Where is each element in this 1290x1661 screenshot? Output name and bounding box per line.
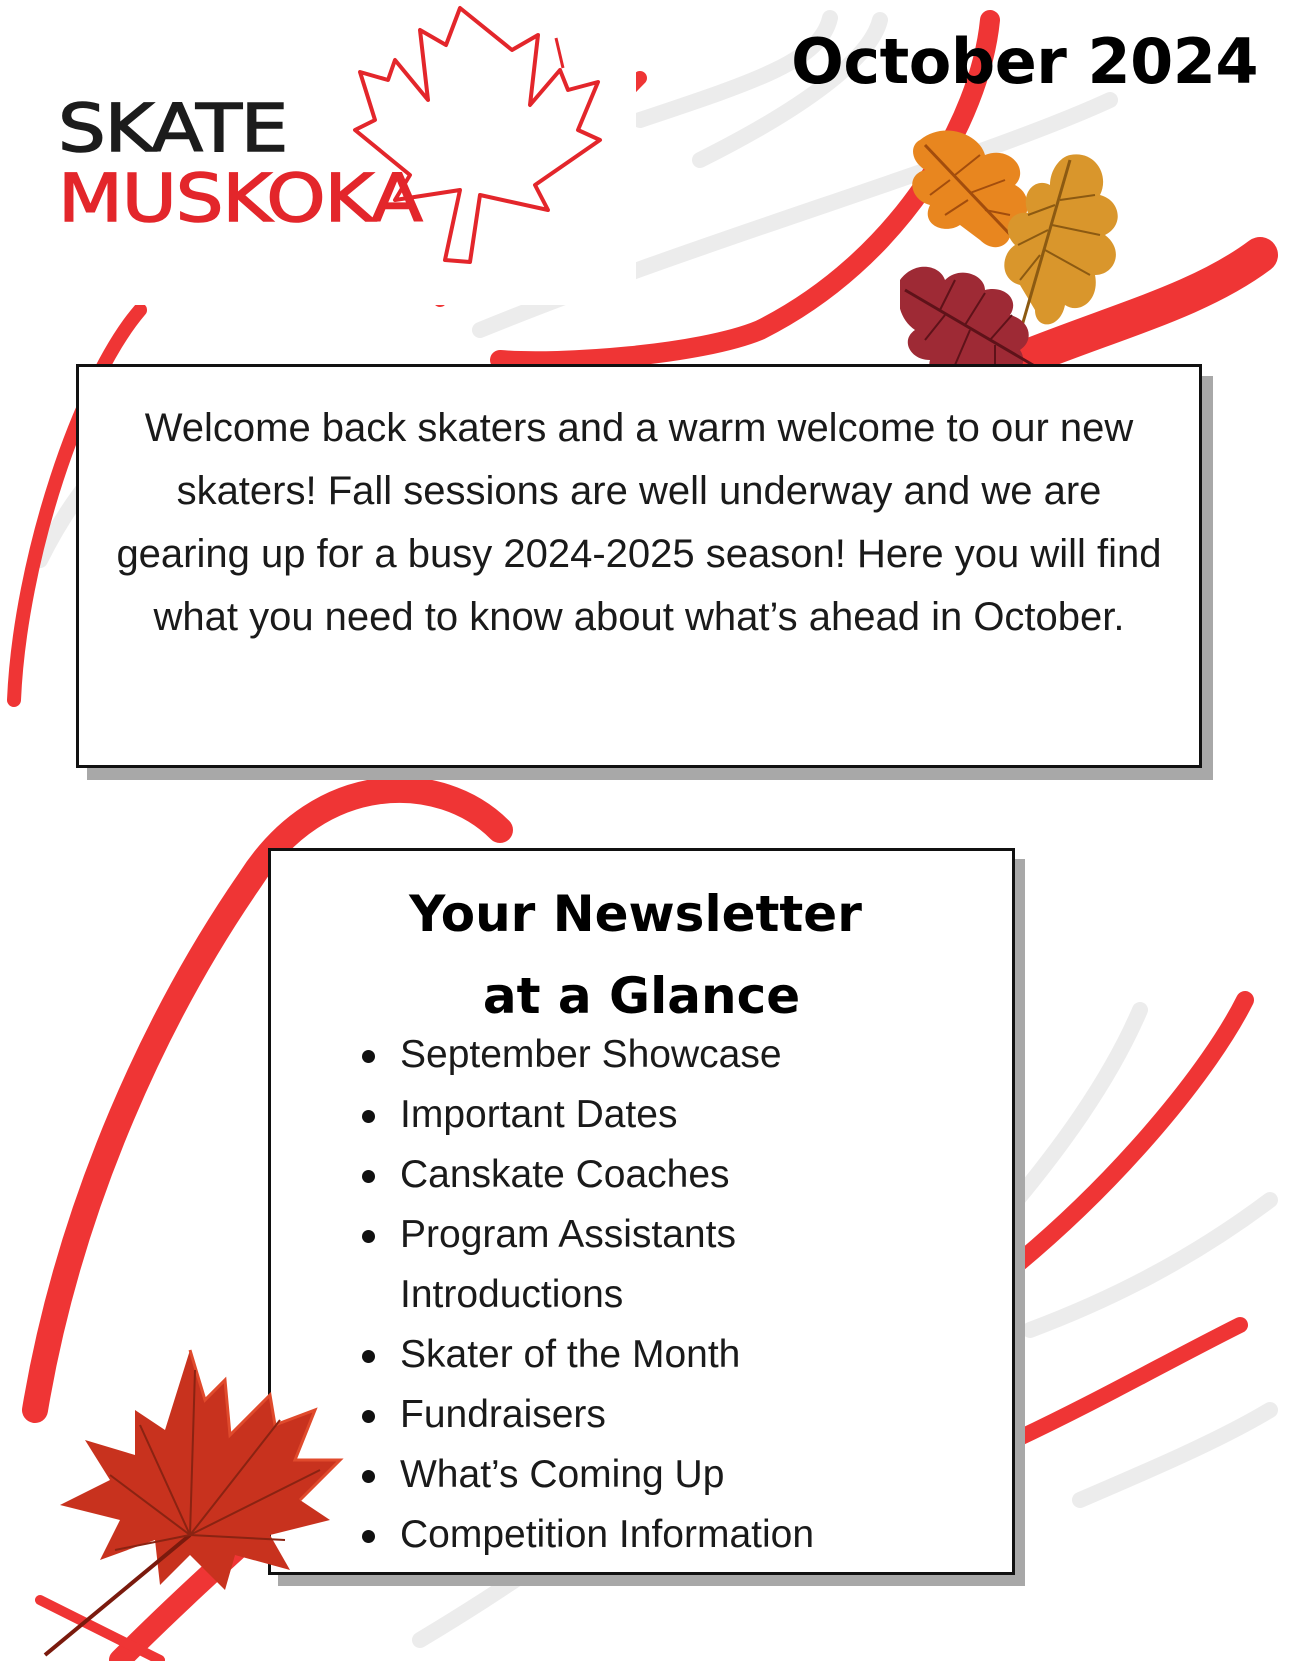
list-item <box>400 1205 814 1265</box>
issue-date-heading: October 2024 <box>791 25 1258 98</box>
list-item <box>400 1025 814 1085</box>
list-item-label: Canskate Coaches <box>400 1153 730 1196</box>
bullet-icon <box>362 1530 375 1543</box>
list-item <box>400 1085 814 1145</box>
list-item-label: Fundraisers <box>400 1393 606 1436</box>
list-item-label: Introductions <box>400 1273 624 1316</box>
bullet-icon <box>362 1410 375 1423</box>
list-item-label: Program Assistants <box>400 1213 736 1256</box>
list-item-label: Important Dates <box>400 1093 678 1136</box>
glance-contents-list <box>400 1025 814 1565</box>
glance-title-line2: at a Glance <box>482 967 801 1025</box>
bullet-icon <box>362 1350 375 1363</box>
list-item-label: Competition Information <box>400 1513 815 1556</box>
bullet-icon <box>362 1110 375 1123</box>
bullet-icon <box>362 1170 375 1183</box>
list-item-label: September Showcase <box>400 1033 782 1076</box>
bullet-icon <box>362 1230 375 1243</box>
list-item <box>400 1505 814 1565</box>
list-item <box>400 1385 814 1445</box>
glance-title-line1: Your Newsletter <box>409 885 862 943</box>
welcome-message-box <box>76 364 1202 768</box>
list-item-label: What’s Coming Up <box>400 1453 725 1496</box>
list-item-label: Skater of the Month <box>400 1333 741 1376</box>
logo-word-skate: SKATE <box>58 90 288 167</box>
list-item <box>400 1145 814 1205</box>
list-item <box>400 1445 814 1505</box>
list-item <box>400 1325 814 1385</box>
bullet-icon <box>362 1050 375 1063</box>
skate-muskoka-logo <box>0 0 636 305</box>
red-maple-leaf-icon <box>40 1340 360 1660</box>
list-item-continuation <box>400 1265 814 1325</box>
glance-title <box>271 873 1012 1037</box>
logo-word-muskoka: MUSKOKA <box>58 160 422 237</box>
bullet-icon <box>362 1470 375 1483</box>
welcome-message-text: Welcome back skaters and a warm welcome to our new skaters! Fall sessions are well underway and we are gearing up for a busy 2024-2025 season! Here you will find what you need to know about what’s ahead in October. <box>116 406 1162 639</box>
